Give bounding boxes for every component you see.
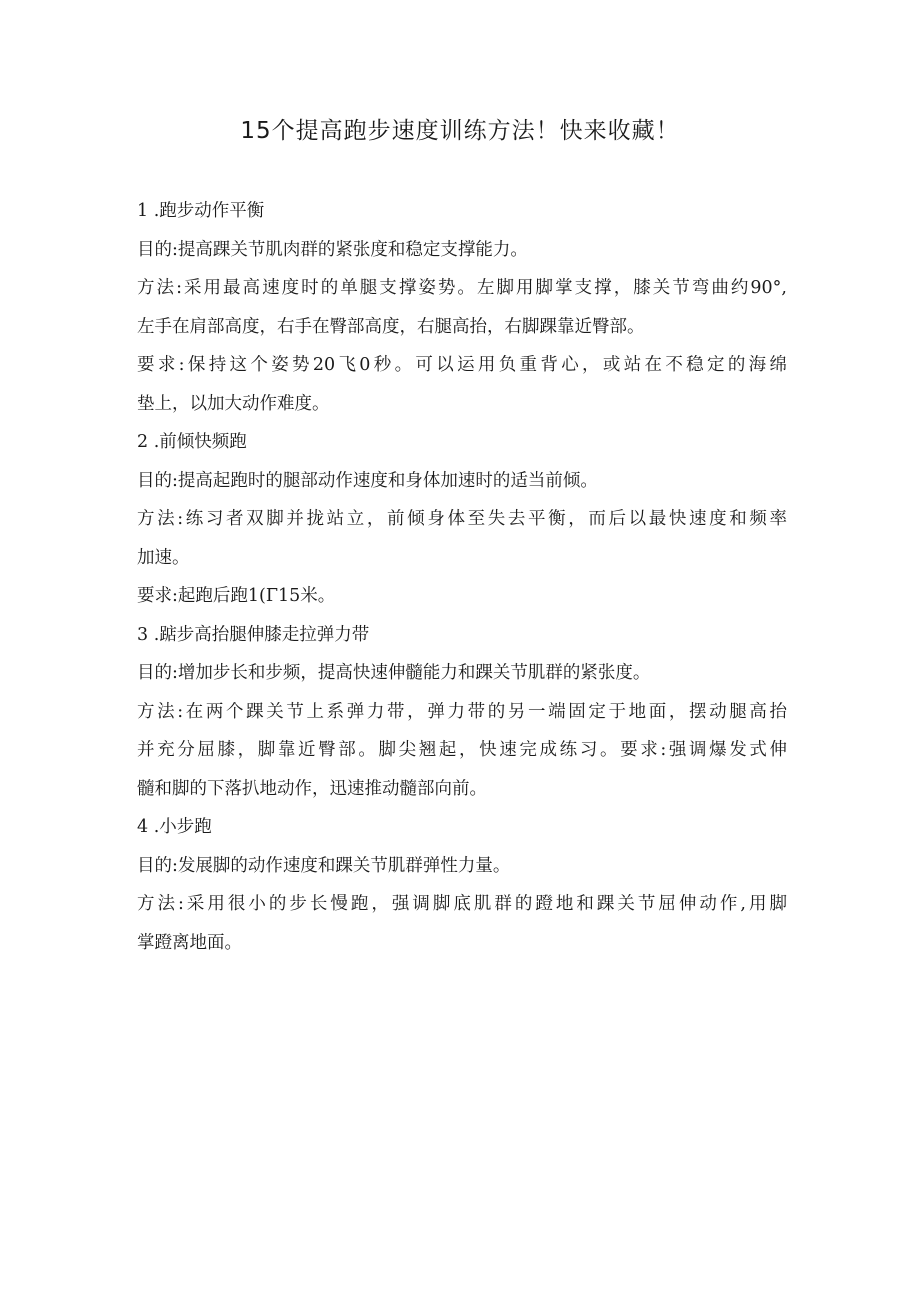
paragraph-line: 加速。 — [137, 547, 190, 568]
paragraph-line: 掌蹬离地面。 — [137, 932, 242, 953]
paragraph-line: 目的:发展脚的动作速度和踝关节肌群弹性力量。 — [137, 855, 511, 876]
paragraph-line: 方法:练习者双脚并拢站立，前倾身体至失去平衡，而后以最快速度和频率 — [137, 509, 787, 529]
paragraph-line: 目的:提高踝关节肌肉群的紧张度和稳定支撑能力。 — [137, 239, 528, 260]
document-body — [137, 192, 787, 962]
paragraph-line: 并充分屈膝，脚靠近臀部。脚尖翘起，快速完成练习。要求:强调爆发式伸 — [137, 740, 787, 760]
paragraph-line: 左手在肩部高度，右手在臀部高度，右腿高抬，右脚踝靠近臀部。 — [137, 316, 645, 337]
paragraph-line: 方法:采用很小的步长慢跑，强调脚底肌群的蹬地和踝关节屈伸动作,用脚 — [137, 894, 787, 914]
paragraph-line: 目的:增加步长和步频，提高快速伸髓能力和踝关节肌群的紧张度。 — [137, 663, 651, 683]
paragraph-line: 要求:起跑后跑1(Γ15米。 — [137, 586, 336, 606]
section-heading-1: 1 .跑步动作平衡 — [137, 201, 265, 221]
section-heading-4: 4 .小步跑 — [137, 817, 212, 837]
section-heading-2: 2 .前倾快频跑 — [137, 432, 247, 452]
paragraph-line: 髓和脚的下落扒地动作，迅速推动髓部向前。 — [137, 778, 487, 799]
paragraph-line: 方法:在两个踝关节上系弹力带，弹力带的另一端固定于地面，摆动腿高抬 — [137, 701, 787, 722]
paragraph-line: 方法:采用最高速度时的单腿支撑姿势。左脚用脚掌支撑，膝关节弯曲约90°, — [137, 278, 787, 298]
paragraph-line: 要求:保持这个姿势20飞0秒。可以运用负重背心，或站在不稳定的海绵 — [137, 355, 787, 375]
paragraph-line: 垫上，以加大动作难度。 — [137, 393, 330, 414]
paragraph-line: 目的:提高起跑时的腿部动作速度和身体加速时的适当前倾。 — [137, 470, 598, 491]
document-title: 15个提高跑步速度训练方法！快来收藏！ — [240, 118, 680, 144]
section-heading-3: 3 .踮步高抬腿伸膝走拉弹力带 — [137, 624, 370, 645]
